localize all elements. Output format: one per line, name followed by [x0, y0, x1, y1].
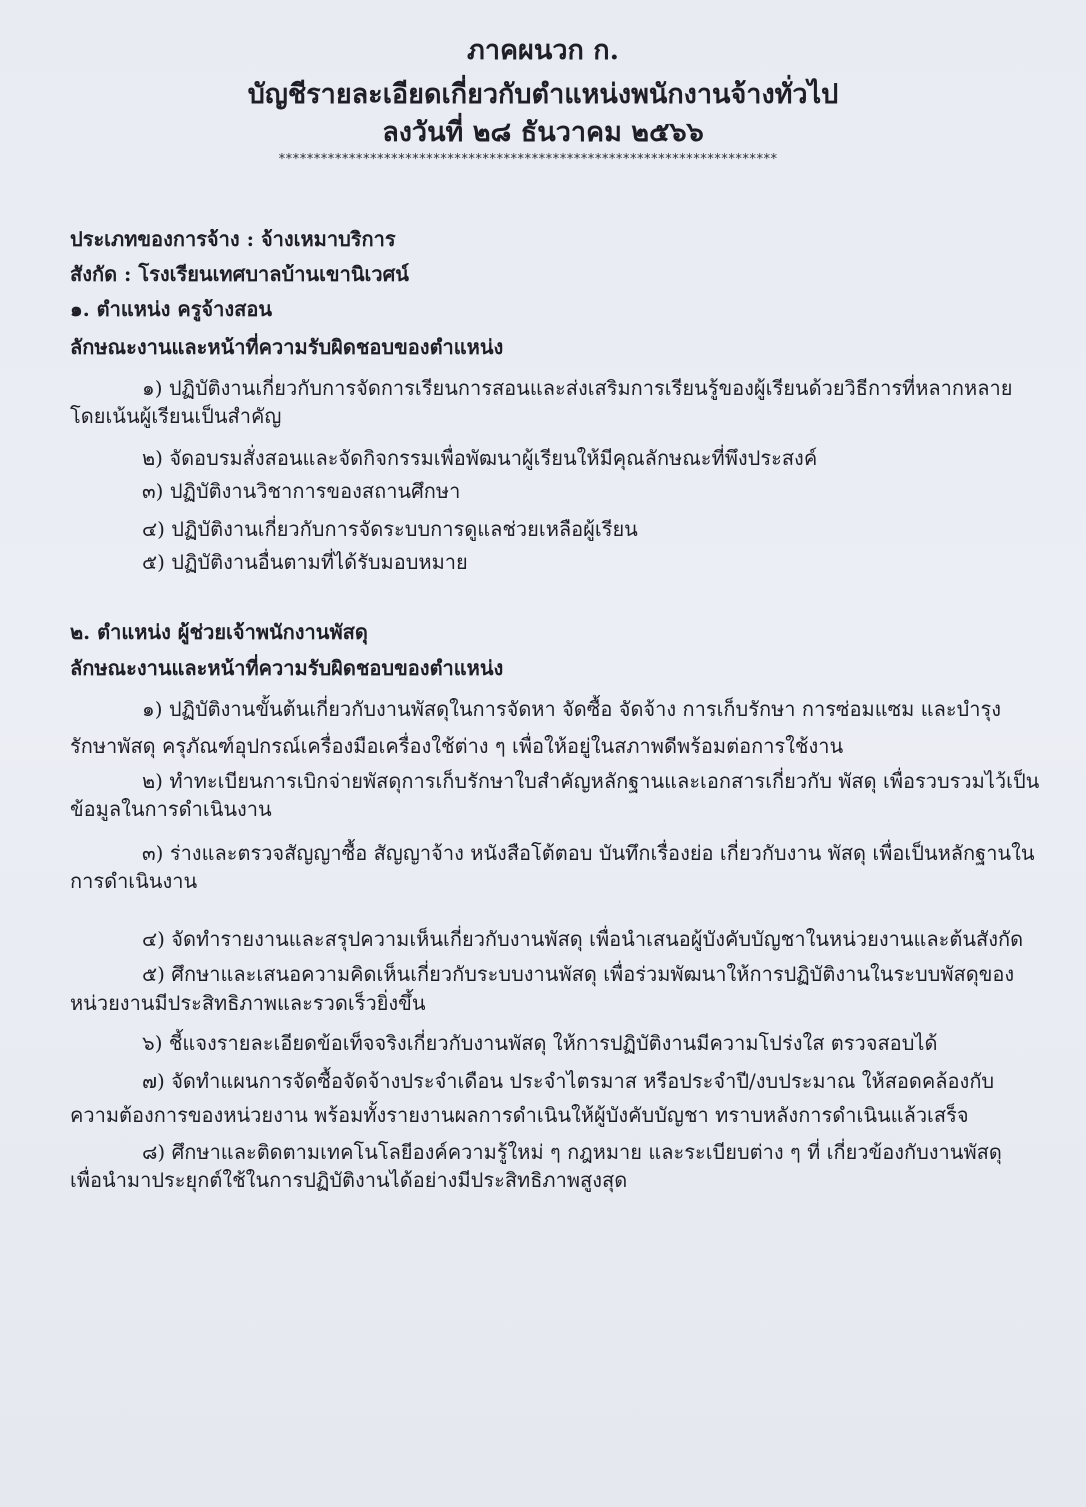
section-2-duties-heading: ลักษณะงานและหน้าที่ความรับผิดชอบของตำแหน่ง: [70, 656, 504, 680]
section-2-duty: ๕) ศึกษาและเสนอความคิดเห็นเกี่ยวกับระบบงานพัสดุ เพื่อร่วมพัฒนาให้การปฏิบัติงานในระบบพัสดุของ: [142, 962, 1015, 986]
section-2-duty-continued: ข้อมูลในการดำเนินงาน: [70, 797, 272, 821]
section-2-duty: ๑) ปฏิบัติงานขั้นต้นเกี่ยวกับงานพัสดุในการจัดหา จัดซื้อ จัดจ้าง การเก็บรักษา การซ่อมแซม และบำรุง: [142, 697, 1002, 721]
hire-type: ประเภทของการจ้าง : จ้างเหมาบริการ: [70, 227, 396, 251]
section-2-duty-continued: รักษาพัสดุ ครุภัณฑ์อุปกรณ์เครื่องมือเครื่องใช้ต่าง ๆ เพื่อให้อยู่ในสภาพดีพร้อมต่อการใช้งาน: [70, 734, 844, 758]
document-date: ลงวันที่ ๒๘ ธันวาคม ๒๕๖๖: [382, 117, 704, 148]
section-2-duty: ๘) ศึกษาและติดตามเทคโนโลยีองค์ความรู้ใหม่ ๆ กฎหมาย และระเบียบต่าง ๆ ที่ เกี่ยวข้องกับงานพัสดุ: [142, 1140, 1002, 1164]
section-2-title: ๒. ตำแหน่ง ผู้ช่วยเจ้าพนักงานพัสดุ: [70, 620, 368, 644]
document-title: บัญชีรายละเอียดเกี่ยวกับตำแหน่งพนักงานจ้างทั่วไป: [247, 79, 839, 110]
section-2-duty: ๔) จัดทำรายงานและสรุปความเห็นเกี่ยวกับงานพัสดุ เพื่อนำเสนอผู้บังคับบัญชาในหน่วยงานและต้นสังกัด: [142, 927, 1024, 951]
section-2-duty: ๗) จัดทำแผนการจัดซื้อจัดจ้างประจำเดือน ประจำไตรมาส หรือประจำปี/งบประมาณ ให้สอดคล้องกับ: [142, 1069, 995, 1093]
appendix-title: ภาคผนวก ก.: [467, 35, 619, 66]
section-2-duty-continued: เพื่อนำมาประยุกต์ใช้ในการปฏิบัติงานได้อย่างมีประสิทธิภาพสูงสุด: [70, 1168, 628, 1192]
section-2-duty-continued: การดำเนินงาน: [70, 869, 198, 893]
section-1-duty: ๑) ปฏิบัติงานเกี่ยวกับการจัดการเรียนการสอนและส่งเสริมการเรียนรู้ของผู้เรียนด้วยวิธีการที่หลากหลาย: [142, 376, 1013, 400]
section-1-duty: ๔) ปฏิบัติงานเกี่ยวกับการจัดระบบการดูแลช่วยเหลือผู้เรียน: [142, 517, 638, 541]
section-1-duty: ๕) ปฏิบัติงานอื่นตามที่ได้รับมอบหมาย: [142, 550, 468, 574]
section-2-duty-continued: ความต้องการของหน่วยงาน พร้อมทั้งรายงานผลการดำเนินให้ผู้บังคับบัญชา ทราบหลังการดำเนินแล้วเสร็จ: [70, 1103, 969, 1127]
affiliation: สังกัด : โรงเรียนเทศบาลบ้านเขานิเวศน์: [70, 262, 409, 286]
section-1-duty: ๓) ปฏิบัติงานวิชาการของสถานศึกษา: [142, 479, 461, 503]
section-2-duty: ๓) ร่างและตรวจสัญญาซื้อ สัญญาจ้าง หนังสือโต้ตอบ บันทึกเรื่องย่อ เกี่ยวกับงาน พัสดุ เพื่อเป็นหลักฐานใน: [142, 841, 1035, 865]
section-1-duty: ๒) จัดอบรมสั่งสอนและจัดกิจกรรมเพื่อพัฒนาผู้เรียนให้มีคุณลักษณะที่พึงประสงค์: [142, 446, 818, 470]
section-1-duties-heading: ลักษณะงานและหน้าที่ความรับผิดชอบของตำแหน่ง: [70, 335, 504, 359]
separator-line: ***********************************************************************: [278, 152, 777, 167]
section-2-duty-continued: หน่วยงานมีประสิทธิภาพและรวดเร็วยิ่งขึ้น: [70, 991, 426, 1015]
section-1-duty-continued: โดยเน้นผู้เรียนเป็นสำคัญ: [70, 404, 282, 428]
section-2-duty: ๒) ทำทะเบียนการเบิกจ่ายพัสดุการเก็บรักษาใบสำคัญหลักฐานและเอกสารเกี่ยวกับ พัสดุ เพื่อรวบรวมไว้เป็น: [142, 769, 1040, 793]
section-2-duty: ๖) ชี้แจงรายละเอียดข้อเท็จจริงเกี่ยวกับงานพัสดุ ให้การปฏิบัติงานมีความโปร่งใส ตรวจสอบได้: [142, 1031, 938, 1055]
section-1-title: ๑. ตำแหน่ง ครูจ้างสอน: [70, 297, 273, 321]
